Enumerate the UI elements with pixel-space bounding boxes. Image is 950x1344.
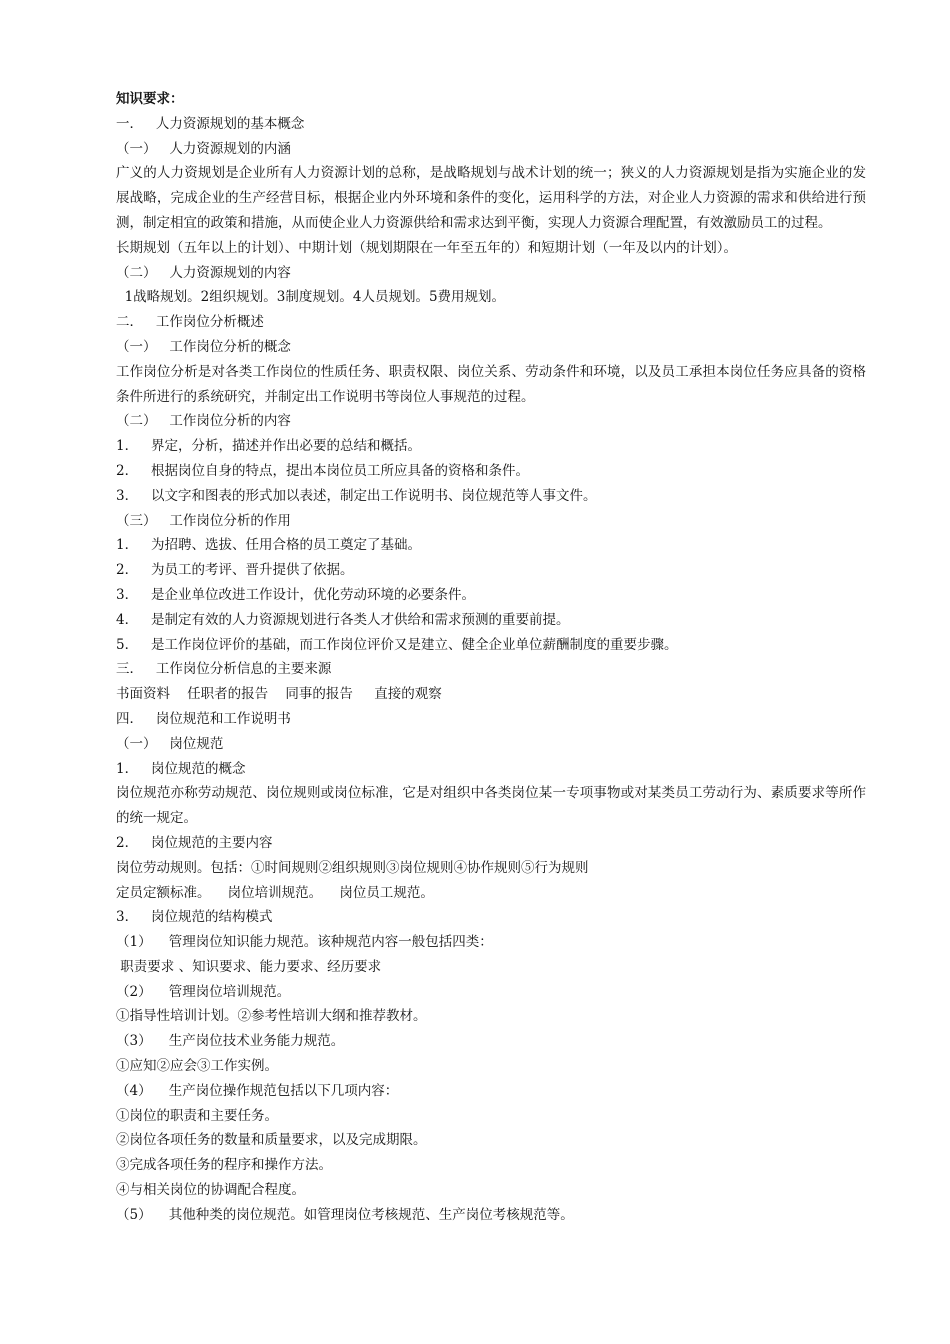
text-line: 三． 工作岗位分析信息的主要来源 — [116, 661, 332, 678]
text-line: 5． 是工作岗位评价的基础，而工作岗位评价又是建立、健全企业单位薪酬制度的重要步骤。 — [116, 636, 678, 653]
text-line: 2． 为员工的考评、晋升提供了依据。 — [116, 562, 354, 579]
text-line: 3． 是企业单位改进工作设计，优化劳动环境的必要条件。 — [116, 586, 475, 603]
document-title: 知识要求： — [116, 91, 184, 107]
text-line: 3． 岗位规范的结构模式 — [116, 909, 273, 926]
text-line: 1． 为招聘、选拔、任用合格的员工奠定了基础。 — [116, 537, 421, 554]
text-line: （2） 管理岗位培训规范。 — [116, 983, 291, 1000]
text-line: 1． 岗位规范的概念 — [116, 760, 246, 777]
text-line: （三） 工作岗位分析的作用 — [116, 512, 291, 529]
text-line: （二） 工作岗位分析的内容 — [116, 413, 291, 430]
text-line: （5） 其他种类的岗位规范。如管理岗位考核规范、生产岗位考核规范等。 — [116, 1206, 574, 1223]
text-line: 2． 岗位规范的主要内容 — [116, 834, 273, 851]
paragraph: 岗位规范亦称劳动规范、岗位规则或岗位标准，它是对组织中各类岗位某一专项事物或对某类员工劳动行为、素质要求等所作的统一规定。 — [116, 785, 866, 827]
text-line: 1战略规划。2组织规划。3制度规划。4人员规划。5费用规划。 — [116, 289, 506, 306]
text-line: （一） 工作岗位分析的概念 — [116, 338, 291, 355]
text-line: ①应知②应会③工作实例。 — [116, 1058, 278, 1075]
text-line: ②岗位各项任务的数量和质量要求，以及完成期限。 — [116, 1132, 427, 1149]
text-line: ③完成各项任务的程序和操作方法。 — [116, 1157, 332, 1174]
text-line: （3） 生产岗位技术业务能力规范。 — [116, 1033, 345, 1050]
text-line: （二） 人力资源规划的内容 — [116, 264, 291, 281]
text-line: （1） 管理岗位知识能力规范。该种规范内容一般包括四类： — [116, 934, 493, 951]
text-line: （一） 岗位规范 — [116, 735, 224, 752]
text-line: 职责要求 、知识要求、能力要求、经历要求 — [116, 958, 382, 975]
text-line: 4． 是制定有效的人力资源规划进行各类人才供给和需求预测的重要前提。 — [116, 611, 570, 628]
text-line: （4） 生产岗位操作规范包括以下几项内容： — [116, 1082, 399, 1099]
text-line: ①指导性培训计划。②参考性培训大纲和推荐教材。 — [116, 1008, 427, 1025]
text-line: 1． 界定，分析，描述并作出必要的总结和概括。 — [116, 438, 421, 455]
paragraph: 广义的人力资规划是企业所有人力资源计划的总称，是战略规划与战术计划的统一；狭义的人力资源规划是指为实施企业的发展战略，完成企业的生产经营目标，根据企业内外环境和条件的变化，运用科学的方法，对企业人力资源的需求和供给进行预测，制定相宜的政策和措施，从而使企业人力资源供给和需求达到平衡，实现人力资源合理配置，有效激励员工的过程。 — [116, 165, 866, 231]
text-line: 二． 工作岗位分析概述 — [116, 314, 264, 331]
text-line: 书面资料 任职者的报告 同事的报告 直接的观察 — [116, 686, 442, 703]
text-line: 四． 岗位规范和工作说明书 — [116, 710, 291, 727]
text-line: 岗位劳动规则。包括：①时间规则②组织规则③岗位规则④协作规则⑤行为规则 — [116, 859, 589, 876]
text-line: 定员定额标准。 岗位培训规范。 岗位员工规范。 — [116, 884, 434, 901]
document-page — [116, 87, 866, 1228]
text-line: 一． 人力资源规划的基本概念 — [116, 115, 305, 132]
text-line: ④与相关岗位的协调配合程度。 — [116, 1182, 305, 1199]
text-line: ①岗位的职责和主要任务。 — [116, 1107, 278, 1124]
text-line: 3． 以文字和图表的形式加以表述，制定出工作说明书、岗位规范等人事文件。 — [116, 487, 597, 504]
text-line: 2． 根据岗位自身的特点，提出本岗位员工所应具备的资格和条件。 — [116, 462, 529, 479]
paragraph: 工作岗位分析是对各类工作岗位的性质任务、职责权限、岗位关系、劳动条件和环境，以及员工承担本岗位任务应具备的资格条件所进行的系统研究，并制定出工作说明书等岗位人事规范的过程。 — [116, 363, 866, 405]
text-line: （一） 人力资源规划的内涵 — [116, 140, 291, 157]
text-line: 长期规划（五年以上的计划）、中期计划（规划期限在一年至五年的）和短期计划（一年及以内的计划）。 — [116, 239, 737, 256]
